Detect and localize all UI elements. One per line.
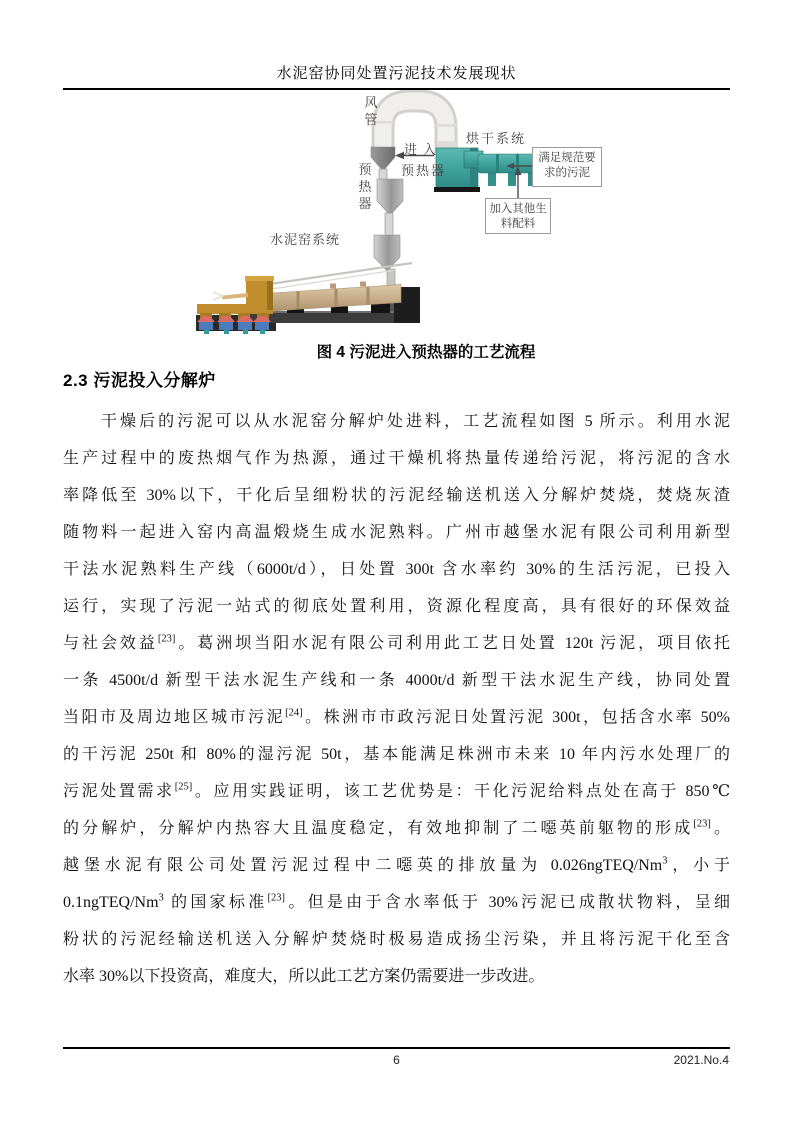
- paragraph-line: 水率 30%以下投资高，难度大，所以此工艺方案仍需要进一步改进。: [63, 968, 545, 985]
- footer-rule: [63, 1047, 730, 1049]
- paragraph-line: 的分解炉，分解炉内热容大且温度稳定，有效地抑制了二噁英前躯物的形成[23]。: [63, 818, 730, 837]
- paragraph-line: 越堡水泥有限公司处置污泥过程中二噁英的排放量为 0.026ngTEQ/Nm$^3$，小于: [63, 855, 730, 874]
- process-flow-diagram: [0, 90, 793, 342]
- air-duct-label: 风管: [364, 95, 378, 127]
- section-heading: 2.3 污泥投入分解炉: [63, 371, 216, 390]
- paragraph-line: 率降低至 30%以下，干化后呈细粉状的污泥经输送机送入分解炉焚烧，焚烧灰渣: [63, 487, 730, 504]
- body-paragraph: [63, 403, 730, 995]
- paragraph-line: 与社会效益[23]。葛洲坝当阳水泥有限公司利用此工艺日处置 120t 污泥，项目依托: [63, 633, 730, 652]
- paragraph-line: 随物料一起进入窑内高温煅烧生成水泥熟料。广州市越堡水泥有限公司利用新型: [63, 524, 730, 541]
- enter-label: 进入: [404, 142, 443, 157]
- issue-label: 2021.No.4: [673, 1053, 729, 1067]
- figure-4: [0, 90, 793, 342]
- kiln-system-label: 水泥窑系统: [270, 232, 341, 247]
- paragraph-line: 运行，实现了污泥一站式的彻底处置利用，资源化程度高，具有很好的环保效益: [63, 598, 730, 615]
- paragraph-line: 粉状的污泥经输送机送入分解炉焚烧时极易造成扬尘污染，并且将污泥干化至含: [63, 931, 730, 948]
- paragraph-line: 的干污泥 250t 和 80%的湿污泥 50t，基本能满足株洲市未来 10 年内污水处理厂的: [63, 746, 730, 763]
- raw-material-box: 加入其他生料配料: [485, 198, 551, 234]
- paragraph-line: 一条 4500t/d 新型干法水泥生产线和一条 4000t/d 新型干法水泥生产线，协同处置: [63, 672, 730, 689]
- preheater-label: 预热器: [358, 162, 372, 211]
- paragraph-line: 干燥后的污泥可以从水泥窑分解炉处进料，工艺流程如图 5 所示。利用水泥: [101, 413, 730, 430]
- kiln-head: [197, 276, 274, 321]
- paragraph-line: 0.1ngTEQ/Nm$^3$ 的国家标准[23]。但是由于含水率低于 30%污泥已成散状物料，呈细: [63, 892, 730, 911]
- page-header-title: 水泥窑协同处置污泥技术发展现状: [276, 66, 517, 82]
- figure-caption: 图 4 污泥进入预热器的工艺流程: [316, 344, 536, 361]
- paragraph-line: 生产过程中的废热烟气作为热源，通过干燥机将热量传递给污泥，将污泥的含水: [63, 450, 730, 467]
- drying-system-label: 烘干系统: [466, 131, 527, 146]
- paragraph-line: 干法水泥熟料生产线（6000t/d），日处置 300t 含水率约 30%的生活污泥，已投入: [63, 561, 730, 578]
- page-number: 6: [393, 1053, 400, 1067]
- enter-target-label: 预热器: [401, 163, 447, 178]
- paragraph-line: 当阳市及周边地区城市污泥[24]。株洲市市政污泥日处置污泥 300t，包括含水率 50%: [63, 707, 730, 726]
- sludge-requirement-box: 满足规范要求的污泥: [532, 147, 602, 187]
- paragraph-line: 污泥处置需求[25]。应用实践证明，该工艺优势是：干化污泥给料点处在高于 850℃: [63, 781, 730, 800]
